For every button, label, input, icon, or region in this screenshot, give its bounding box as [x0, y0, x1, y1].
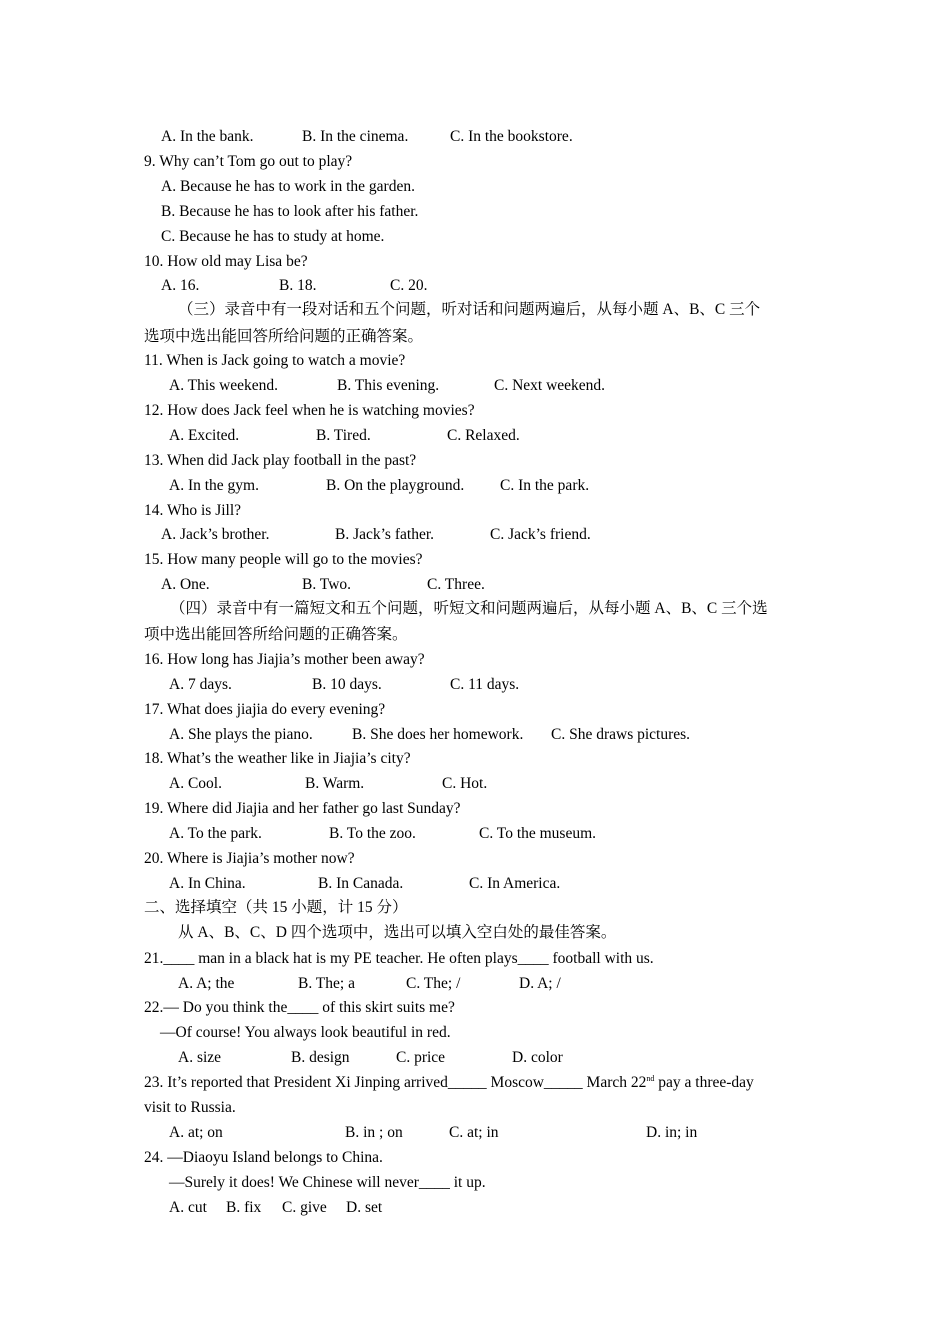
q14-option-c: C. Jack’s friend.: [490, 526, 591, 543]
q24-option-b: B. fix: [226, 1199, 262, 1216]
q22-option-c: C. price: [396, 1049, 446, 1066]
section4-instruction-line1: （四）录音中有一篇短文和五个问题，听短文和问题两遍后，从每小题 A、B、C 三个选: [170, 600, 768, 617]
q22-option-a: A. size: [178, 1049, 222, 1066]
q13-option-c: C. In the park.: [500, 477, 590, 494]
q10-question: 10. How old may Lisa be?: [144, 253, 308, 270]
q16-option-a: A. 7 days.: [169, 676, 232, 693]
q19-option-b: B. To the zoo.: [329, 825, 416, 842]
q19-question: 19. Where did Jiajia and her father go last Sunday?: [144, 800, 461, 817]
q21-question: 21.____ man in a black hat is my PE teacher. He often plays____ football with us.: [144, 950, 654, 967]
q21-option-c: C. The; /: [406, 975, 461, 992]
q22-line1: 22.— Do you think the____ of this skirt suits me?: [144, 999, 455, 1016]
q24-line2: —Surely it does! We Chinese will never____ it up.: [169, 1174, 486, 1191]
q23-line2: visit to Russia.: [144, 1099, 236, 1116]
q18-option-a: A. Cool.: [169, 775, 222, 792]
q20-option-a: A. In China.: [169, 875, 246, 892]
q17-option-b: B. She does her homework.: [352, 726, 524, 743]
part2-instruction: 从 A、B、C、D 四个选项中，选出可以填入空白处的最佳答案。: [178, 924, 617, 941]
q18-option-c: C. Hot.: [442, 775, 488, 792]
q23-line1: [144, 1073, 754, 1093]
q17-option-c: C. She draws pictures.: [551, 726, 691, 743]
q12-question: 12. How does Jack feel when he is watching movies?: [144, 402, 475, 419]
q8-option-a: A. In the bank.: [161, 128, 254, 145]
q15-option-c: C. Three.: [427, 576, 485, 593]
q13-question: 13. When did Jack play football in the past?: [144, 452, 417, 469]
q24-option-a: A. cut: [169, 1199, 207, 1216]
q12-option-a: A. Excited.: [169, 427, 240, 444]
q10-option-c: C. 20.: [390, 277, 428, 294]
section4-instruction-line2: 项中选出能回答所给问题的正确答案。: [144, 626, 408, 643]
q8-option-b: B. In the cinema.: [302, 128, 409, 145]
q19-option-c: C. To the museum.: [479, 825, 597, 842]
q18-option-b: B. Warm.: [305, 775, 365, 792]
q23-superscript: nd: [646, 1073, 655, 1083]
q13-option-b: B. On the playground.: [326, 477, 465, 494]
q19-option-a: A. To the park.: [169, 825, 262, 842]
q11-option-b: B. This evening.: [337, 377, 440, 394]
q23-line1-tail: pay a three-day: [654, 1074, 754, 1091]
q23-line1-text: 23. It’s reported that President Xi Jinping arrived_____ Moscow_____ March 22: [144, 1074, 647, 1091]
q14-option-a: A. Jack’s brother.: [161, 526, 270, 543]
q20-question: 20. Where is Jiajia’s mother now?: [144, 850, 355, 867]
q9-option-b: B. Because he has to look after his father.: [161, 203, 419, 220]
q16-option-c: C. 11 days.: [450, 676, 520, 693]
q11-question: 11. When is Jack going to watch a movie?: [144, 352, 406, 369]
q9-option-c: C. Because he has to study at home.: [161, 228, 385, 245]
q15-question: 15. How many people will go to the movies?: [144, 551, 423, 568]
q22-line2: —Of course! You always look beautiful in red.: [160, 1024, 451, 1041]
q23-option-d: D. in; in: [646, 1124, 698, 1141]
q21-option-a: A. A; the: [178, 975, 235, 992]
q12-option-c: C. Relaxed.: [447, 427, 520, 444]
q23-option-a: A. at; on: [169, 1124, 223, 1141]
q11-option-c: C. Next weekend.: [494, 377, 606, 394]
q20-option-c: C. In America.: [469, 875, 561, 892]
q21-option-b: B. The; a: [298, 975, 355, 992]
q9-option-a: A. Because he has to work in the garden.: [161, 178, 415, 195]
q8-option-c: C. In the bookstore.: [450, 128, 573, 145]
q24-line1: 24. —Diaoyu Island belongs to China.: [144, 1149, 383, 1166]
q17-question: 17. What does jiajia do every evening?: [144, 701, 386, 718]
q10-option-a: A. 16.: [161, 277, 200, 294]
q23-option-c: C. at; in: [449, 1124, 499, 1141]
q16-option-b: B. 10 days.: [312, 676, 382, 693]
q11-option-a: A. This weekend.: [169, 377, 279, 394]
q23-option-b: B. in ; on: [345, 1124, 403, 1141]
q9-question: 9. Why can’t Tom go out to play?: [144, 153, 353, 170]
q24-option-d: D. set: [346, 1199, 383, 1216]
q13-option-a: A. In the gym.: [169, 477, 259, 494]
q16-question: 16. How long has Jiajia’s mother been away?: [144, 651, 425, 668]
q14-question: 14. Who is Jill?: [144, 502, 242, 519]
q22-option-d: D. color: [512, 1049, 563, 1066]
q10-option-b: B. 18.: [279, 277, 317, 294]
q21-option-d: D. A; /: [519, 975, 561, 992]
q14-option-b: B. Jack’s father.: [335, 526, 435, 543]
q15-option-b: B. Two.: [302, 576, 352, 593]
section3-instruction-line1: （三）录音中有一段对话和五个问题，听对话和问题两遍后，从每小题 A、B、C 三个: [178, 301, 761, 318]
q12-option-b: B. Tired.: [316, 427, 371, 444]
q22-option-b: B. design: [291, 1049, 350, 1066]
q18-question: 18. What’s the weather like in Jiajia’s city?: [144, 750, 411, 767]
q20-option-b: B. In Canada.: [318, 875, 404, 892]
part2-heading: 二、选择填空（共 15 小题，计 15 分）: [144, 899, 408, 916]
q17-option-a: A. She plays the piano.: [169, 726, 313, 743]
section3-instruction-line2: 选项中选出能回答所给问题的正确答案。: [144, 328, 424, 345]
q15-option-a: A. One.: [161, 576, 210, 593]
q24-option-c: C. give: [282, 1199, 327, 1216]
